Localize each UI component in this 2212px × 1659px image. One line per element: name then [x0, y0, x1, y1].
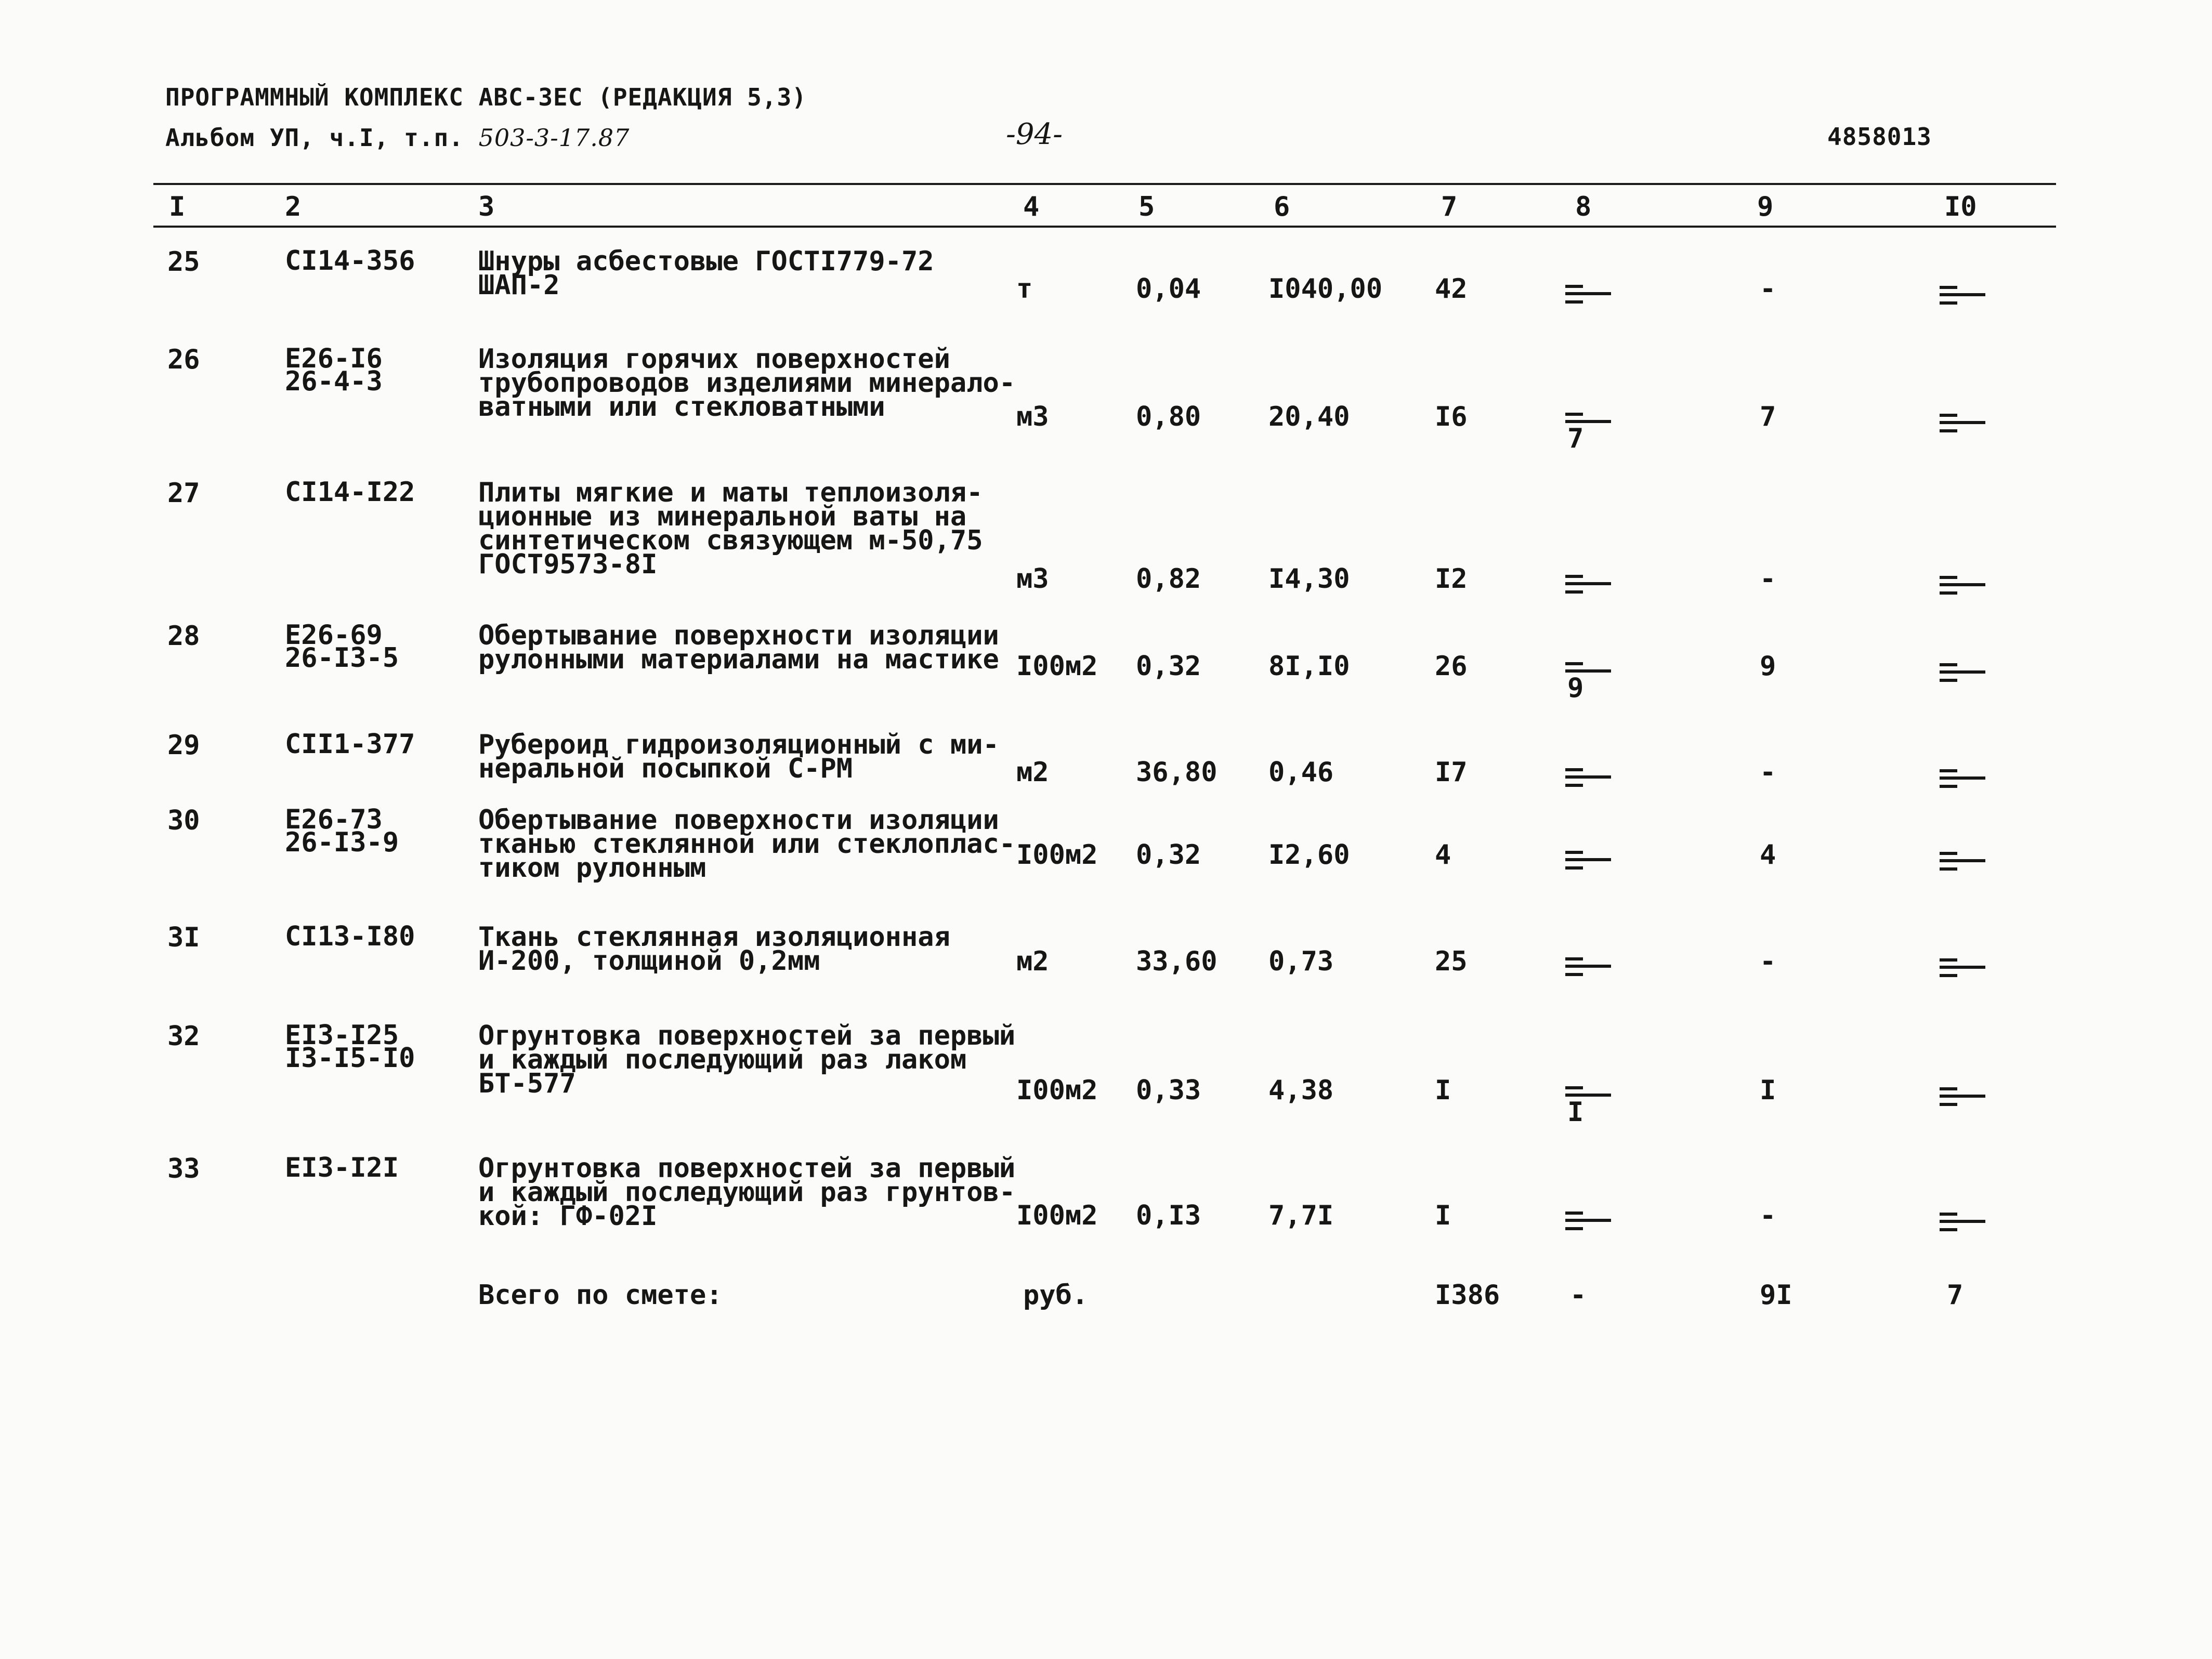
unit-price-cell: 20,40: [1268, 401, 1350, 432]
fraction-dash: [1940, 1228, 1957, 1231]
row-number: 32: [167, 1021, 200, 1052]
column-7-cell: 26: [1435, 651, 1468, 682]
resource-code-line: ЕI3-I2I: [285, 1152, 399, 1183]
resource-code: [285, 1152, 399, 1183]
work-description-line: ГОСТ9573-8I: [478, 549, 658, 580]
fraction-dash: [1940, 663, 1957, 666]
fraction-dash: [1940, 576, 1957, 579]
resource-code: [285, 804, 399, 858]
quantity-cell: 0,04: [1136, 273, 1201, 305]
column-8-fraction: [1562, 401, 1614, 454]
total-c10: 7: [1947, 1280, 1964, 1311]
resource-code: [285, 921, 415, 952]
fraction-bar: [1565, 582, 1611, 585]
work-description-line: Ткань стеклянная изоляционная: [478, 921, 950, 953]
column-7-cell: 4: [1435, 839, 1451, 871]
fraction-bar: [1565, 965, 1611, 968]
work-description: [478, 477, 983, 580]
resource-code: [285, 729, 415, 760]
work-description: [478, 1153, 1016, 1232]
work-description-line: Шнуры асбестовые ГОСТI779-72: [478, 246, 934, 277]
total-c9: 9I: [1760, 1280, 1792, 1311]
work-description-line: Рубероид гидроизоляционный с ми-: [478, 729, 999, 760]
column-8-fraction: [1562, 757, 1614, 798]
fraction-bar: [1565, 1219, 1611, 1222]
work-description-line: ШАП-2: [478, 270, 560, 301]
fraction-dash: [1565, 1212, 1583, 1215]
quantity-cell: 0,32: [1136, 651, 1201, 682]
quantity-cell: 33,60: [1136, 946, 1218, 977]
unit-price-cell: I4,30: [1268, 563, 1350, 595]
column-number: 6: [1274, 191, 1290, 222]
fraction-bar: [1940, 859, 1985, 862]
column-9-cell: 4: [1760, 839, 1776, 871]
work-description-line: И-200, толщиной 0,2мм: [478, 945, 820, 977]
work-description-line: Огрунтовка поверхностей за первый: [478, 1020, 1016, 1051]
program-title: ПРОГРАММНЫЙ КОМПЛЕКС АВС-ЗЕС (РЕДАКЦИЯ 5,3): [165, 83, 807, 111]
column-number: I0: [1944, 191, 1977, 222]
row-number: 28: [167, 621, 200, 652]
total-unit: руб.: [1023, 1280, 1089, 1311]
column-number: 8: [1575, 191, 1592, 222]
fraction-dash: [1940, 852, 1957, 855]
fraction-dash: [1565, 285, 1583, 288]
unit-cell: I00м2: [1016, 1075, 1098, 1106]
column-8-fraction: [1562, 1200, 1614, 1242]
fraction-dash: [1565, 1227, 1583, 1230]
fraction-dash: [1565, 768, 1583, 771]
fraction-dash: [1940, 1213, 1957, 1216]
row-number: 27: [167, 478, 200, 509]
unit-cell: м2: [1016, 757, 1049, 788]
work-description: [478, 805, 1016, 884]
column-8-fraction: [1562, 563, 1614, 605]
fraction-dash: [1565, 851, 1583, 854]
column-9-cell: -: [1760, 273, 1776, 305]
unit-cell: м3: [1016, 401, 1049, 432]
resource-code-line: СI14-356: [285, 245, 415, 276]
row-number: 25: [167, 246, 200, 278]
fraction-bar: [1940, 421, 1985, 424]
fraction-denominator: 7: [1567, 423, 1584, 454]
work-description-line: и каждый последующий раз грунтов-: [478, 1177, 1016, 1208]
quantity-cell: 0,32: [1136, 839, 1201, 871]
album-line: [165, 124, 630, 152]
resource-code-line: I3-I5-I0: [285, 1043, 415, 1074]
unit-price-cell: 4,38: [1268, 1075, 1334, 1106]
resource-code-line: Е26-73: [285, 804, 383, 835]
fraction-bar: [1565, 858, 1611, 861]
column-9-cell: 9: [1760, 651, 1776, 682]
fraction-denominator: 9: [1567, 673, 1584, 704]
column-10-fraction: [1936, 402, 1988, 444]
fraction-bar: [1940, 583, 1985, 586]
work-description-line: и каждый последующий раз лаком: [478, 1044, 967, 1075]
column-8-fraction: [1562, 651, 1614, 704]
fraction-dash: [1940, 958, 1957, 962]
fraction-dash: [1940, 974, 1957, 977]
quantity-cell: 0,80: [1136, 401, 1201, 432]
unit-price-cell: 7,7I: [1268, 1200, 1334, 1231]
total-label: Всего по смете:: [478, 1280, 723, 1311]
fraction-bar: [1940, 1220, 1985, 1223]
work-description: [478, 246, 934, 301]
work-description: [478, 729, 999, 784]
column-8-fraction: [1562, 839, 1614, 881]
fraction-dash: [1565, 784, 1583, 787]
column-9-cell: -: [1760, 757, 1776, 788]
column-9-cell: 7: [1760, 401, 1776, 432]
fraction-denominator: I: [1567, 1097, 1584, 1128]
column-number: 2: [285, 191, 302, 222]
resource-code-line: Е26-69: [285, 620, 383, 651]
quantity-cell: 0,82: [1136, 563, 1201, 595]
quantity-cell: 0,I3: [1136, 1200, 1201, 1231]
column-8-fraction: [1562, 1075, 1614, 1128]
unit-cell: I00м2: [1016, 839, 1098, 871]
work-description-line: ватными или стекловатными: [478, 391, 885, 423]
unit-price-cell: I2,60: [1268, 839, 1350, 871]
fraction-bar: [1940, 776, 1985, 780]
work-description-line: рулонными материалами на мастике: [478, 644, 999, 675]
work-description: [478, 921, 950, 977]
work-description: [478, 344, 1016, 423]
album-prefix: Альбом УП, ч.I, т.п.: [165, 124, 464, 152]
column-9-cell: -: [1760, 563, 1776, 595]
fraction-dash: [1940, 867, 1957, 871]
total-c7: I386: [1435, 1280, 1500, 1311]
column-10-fraction: [1936, 947, 1988, 989]
resource-code: [285, 620, 399, 674]
unit-price-cell: 0,46: [1268, 757, 1334, 788]
work-description-line: кой: ГФ-02I: [478, 1201, 658, 1232]
fraction-dash: [1940, 301, 1957, 305]
fraction-dash: [1940, 429, 1957, 432]
resource-code: [285, 477, 415, 508]
work-description-line: тканью стеклянной или стеклоплас-: [478, 828, 1016, 860]
column-10-fraction: [1936, 274, 1988, 316]
column-8-fraction: [1562, 946, 1614, 988]
fraction-dash: [1940, 679, 1957, 682]
header-bottom-rule: [153, 226, 2056, 228]
fraction-dash: [1940, 785, 1957, 788]
resource-code-line: СI14-I22: [285, 477, 415, 508]
fraction-dash: [1565, 413, 1583, 416]
fraction-dash: [1565, 590, 1583, 594]
quantity-cell: 36,80: [1136, 757, 1218, 788]
total-c8: -: [1570, 1280, 1587, 1311]
row-number: 33: [167, 1153, 200, 1184]
work-description-line: БТ-577: [478, 1068, 576, 1099]
work-description-line: трубопроводов изделиями минерало-: [478, 367, 1016, 399]
page-number: -94-: [1006, 117, 1063, 151]
fraction-dash: [1565, 957, 1583, 960]
fraction-dash: [1565, 1086, 1583, 1089]
fraction-dash: [1940, 591, 1957, 595]
column-9-cell: I: [1760, 1075, 1776, 1106]
fraction-dash: [1565, 575, 1583, 578]
unit-cell: I00м2: [1016, 1200, 1098, 1231]
work-description-line: неральной посыпкой С-РМ: [478, 753, 853, 784]
work-description-line: Обертывание поверхности изоляции: [478, 805, 999, 836]
column-10-fraction: [1936, 652, 1988, 693]
quantity-cell: 0,33: [1136, 1075, 1201, 1106]
column-7-cell: I: [1435, 1075, 1451, 1106]
column-10-fraction: [1936, 1201, 1988, 1243]
resource-code-line: 26-I3-9: [285, 827, 399, 858]
unit-price-cell: 0,73: [1268, 946, 1334, 977]
work-description: [478, 1020, 1016, 1099]
column-7-cell: 42: [1435, 273, 1468, 305]
row-number: 3I: [167, 922, 200, 953]
fraction-dash: [1940, 1087, 1957, 1090]
resource-code-line: СI13-I80: [285, 921, 415, 952]
column-number: 3: [478, 191, 495, 222]
work-description-line: тиком рулонным: [478, 852, 706, 884]
work-description-line: Огрунтовка поверхностей за первый: [478, 1153, 1016, 1184]
unit-cell: т: [1016, 273, 1033, 305]
work-description-line: ционные из минеральной ваты на: [478, 501, 967, 532]
column-number: 7: [1441, 191, 1458, 222]
project-number-handwritten: 503-3-17.87: [478, 124, 630, 152]
resource-code-line: СII1-377: [285, 729, 415, 760]
column-10-fraction: [1936, 758, 1988, 799]
work-description: [478, 620, 999, 675]
fraction-bar: [1940, 966, 1985, 969]
column-8-fraction: [1562, 273, 1614, 315]
resource-code-line: Е26-I6: [285, 343, 383, 374]
work-description-line: Плиты мягкие и маты теплоизоля-: [478, 477, 983, 508]
fraction-bar: [1940, 670, 1985, 674]
column-number: 4: [1023, 191, 1040, 222]
fraction-bar: [1940, 293, 1985, 296]
fraction-dash: [1565, 866, 1583, 870]
fraction-dash: [1940, 769, 1957, 772]
column-10-fraction: [1936, 840, 1988, 882]
work-description-line: Изоляция горячих поверхностей: [478, 344, 950, 375]
column-number: I: [169, 191, 186, 222]
row-number: 29: [167, 730, 200, 761]
fraction-bar: [1565, 775, 1611, 779]
work-description-line: Обертывание поверхности изоляции: [478, 620, 999, 651]
header-top-rule: [153, 183, 2056, 185]
column-7-cell: I6: [1435, 401, 1468, 432]
fraction-dash: [1940, 286, 1957, 289]
row-number: 30: [167, 805, 200, 836]
unit-price-cell: 8I,I0: [1268, 651, 1350, 682]
column-9-cell: -: [1760, 1200, 1776, 1231]
resource-code: [285, 245, 415, 276]
fraction-dash: [1565, 973, 1583, 976]
column-10-fraction: [1936, 1076, 1988, 1117]
column-10-fraction: [1936, 564, 1988, 606]
resource-code-line: ЕI3-I25: [285, 1020, 399, 1051]
resource-code: [285, 343, 383, 397]
fraction-dash: [1565, 662, 1583, 665]
row-number: 26: [167, 344, 200, 375]
work-description-line: синтетическом связующем м-50,75: [478, 525, 983, 556]
fraction-dash: [1940, 414, 1957, 417]
resource-code: [285, 1020, 415, 1074]
unit-cell: I00м2: [1016, 651, 1098, 682]
column-number: 9: [1757, 191, 1774, 222]
fraction-bar: [1940, 1095, 1985, 1098]
column-7-cell: I2: [1435, 563, 1468, 595]
resource-code-line: 26-4-3: [285, 366, 383, 397]
fraction-dash: [1565, 300, 1583, 304]
fraction-dash: [1940, 1103, 1957, 1106]
unit-cell: м3: [1016, 563, 1049, 595]
fraction-bar: [1565, 292, 1611, 295]
column-number: 5: [1138, 191, 1155, 222]
column-7-cell: I: [1435, 1200, 1451, 1231]
column-7-cell: 25: [1435, 946, 1468, 977]
unit-price-cell: I040,00: [1268, 273, 1383, 305]
document-number: 4858013: [1827, 123, 1932, 151]
column-7-cell: I7: [1435, 757, 1468, 788]
column-9-cell: -: [1760, 946, 1776, 977]
resource-code-line: 26-I3-5: [285, 642, 399, 674]
unit-cell: м2: [1016, 946, 1049, 977]
